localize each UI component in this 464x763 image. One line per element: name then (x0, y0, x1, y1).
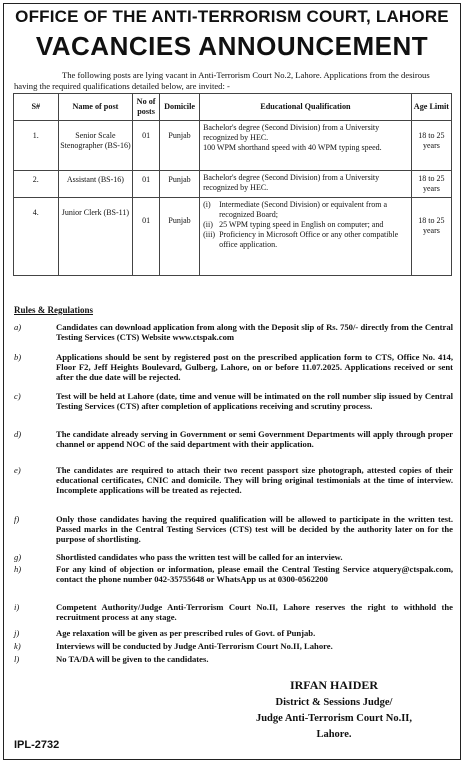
ipl-code: IPL-2732 (14, 739, 60, 751)
rule-letter: d) (14, 429, 22, 439)
cell-domicile: Punjab (159, 121, 199, 171)
rule-text: Interviews will be conducted by Judge Anti-Terrorism Court No.II, Lahore. (56, 641, 333, 651)
rule-letter: a) (14, 322, 22, 332)
signatory-title-2: Judge Anti-Terrorism Court No.II, (255, 713, 413, 724)
rule-text: Candidates can download application from along with the Deposit slip of Rs. 750/- directly from the Central Testing Services (CTS) Website www.ctspak.com (56, 322, 453, 343)
rule-letter: l) (14, 654, 20, 664)
cell-no: 01 (133, 171, 160, 198)
header-sr: S# (14, 94, 59, 121)
vacancies-table (13, 93, 452, 276)
item-number: (iii) (203, 230, 216, 239)
item-number: (i) (203, 200, 211, 209)
cell-sr: 2. (14, 171, 59, 198)
table-header-row (14, 94, 452, 121)
cell-no: 01 (133, 198, 160, 276)
office-heading: OFFICE OF THE ANTI-TERRORISM COURT, LAHORE (15, 7, 449, 26)
table-row (14, 198, 452, 276)
item-number: (ii) (203, 220, 213, 229)
header-domicile: Domicile (159, 94, 199, 121)
education-line: Bachelor's degree (Second Division) from a University recognized by HEC. (203, 173, 380, 192)
education-line: 100 WPM shorthand speed with 40 WPM typing speed. (203, 143, 382, 152)
rule-letter: b) (14, 352, 22, 362)
cell-education (200, 171, 412, 198)
rule-letter: f) (14, 514, 20, 524)
education-line: Bachelor's degree (Second Division) from a University recognized by HEC. (203, 123, 380, 142)
cell-sr: 1. (14, 121, 59, 171)
cell-no: 01 (133, 121, 160, 171)
page-title: VACANCIES ANNOUNCEMENT (35, 31, 429, 61)
rule-text: Age relaxation will be given as per prescribed rules of Govt. of Punjab. (56, 628, 316, 638)
cell-age: 18 to 25 years (411, 198, 451, 276)
item-text: Proficiency in Microsoft Office or any other compatible office application. (219, 230, 399, 249)
header-post: Name of post (58, 94, 133, 121)
rule-text: The candidates are required to attach their two recent passport size photograph, attested copies of their educational certificates, CNIC and domicile. They will bring original testimonials at the time of interview. Incomplete applications will be treated as rejected. (56, 465, 453, 496)
cell-post: Assistant (BS-16) (58, 171, 133, 198)
rule-letter: e) (14, 465, 21, 475)
header-age-limit: Age Limit (411, 94, 451, 121)
cell-domicile: Punjab (159, 198, 199, 276)
item-text: Intermediate (Second Division) or equivalent from a recognized Board; (219, 200, 388, 219)
cell-sr: 4. (14, 198, 59, 276)
rule-text: Shortlisted candidates who pass the written test will be called for an interview. (56, 552, 343, 562)
rule-text: The candidate already serving in Government or semi Government Departments will apply through proper channel or append NOC of the said department with their application. (56, 429, 453, 450)
header-no-of-posts: No of posts (133, 94, 160, 121)
cell-education (200, 198, 412, 276)
rule-letter: j) (14, 628, 20, 638)
education-item (203, 230, 408, 250)
intro-paragraph: The following posts are lying vacant in Anti-Terrorism Court No.2, Lahore. Applications from the desirous having the required qualifications detailed below, are invited: - (14, 70, 430, 91)
rule-text: Applications should be sent by registered post on the prescribed application form to CTS, Office No. 414, Floor F2, Jeff Heights Boulevard, Gulberg, Lahore, on or before 11.07.2025. Applications received or sent after the due date will be rejected. (56, 352, 453, 383)
rule-letter: g) (14, 552, 22, 562)
header-education: Educational Qualification (200, 94, 412, 121)
rule-letter: h) (14, 564, 22, 574)
rule-letter: i) (14, 602, 20, 612)
cell-domicile: Punjab (159, 171, 199, 198)
rule-text: No TA/DA will be given to the candidates. (56, 654, 209, 664)
item-text: 25 WPM typing speed in English on computer; and (219, 220, 384, 229)
cell-post: Junior Clerk (BS-11) (58, 198, 133, 276)
table-row (14, 121, 452, 171)
rule-text: For any kind of objection or information, please email the Central Testing Service atquery@ctspak.com, contact the phone number 042-35755648 or WhatsApp us at 0300-0562200 (56, 564, 453, 585)
cell-age: 18 to 25 years (411, 121, 451, 171)
signatory-name: IRFAN HAIDER (289, 678, 379, 692)
rule-text: Test will be held at Lahore (date, time and venue will be intimated on the roll number slip issued by Central Testing Services (CTS) after completion of applications receiving and scrutiny process. (56, 391, 453, 412)
rule-letter: c) (14, 391, 21, 401)
rule-text: Competent Authority/Judge Anti-Terrorism Court No.II, Lahore reserves the right to withhold the recruitment process at any stage. (56, 602, 453, 623)
rule-letter: k) (14, 641, 21, 651)
signatory-title-1: District & Sessions Judge/ (275, 697, 393, 708)
cell-post: Senior Scale Stenographer (BS-16) (58, 121, 133, 171)
table-row (14, 171, 452, 198)
signatory-title-3: Lahore. (316, 729, 352, 740)
education-item (203, 220, 408, 230)
cell-age: 18 to 25 years (411, 171, 451, 198)
cell-education (200, 121, 412, 171)
education-item (203, 200, 408, 220)
rule-text: Only those candidates having the required qualification will be allowed to participate in the written test. Passed marks in the Central Testing Services (CTS) test will be decided by the authority later on for the purpose of shortlisting. (56, 514, 453, 545)
rules-heading: Rules & Regulations (14, 305, 94, 315)
